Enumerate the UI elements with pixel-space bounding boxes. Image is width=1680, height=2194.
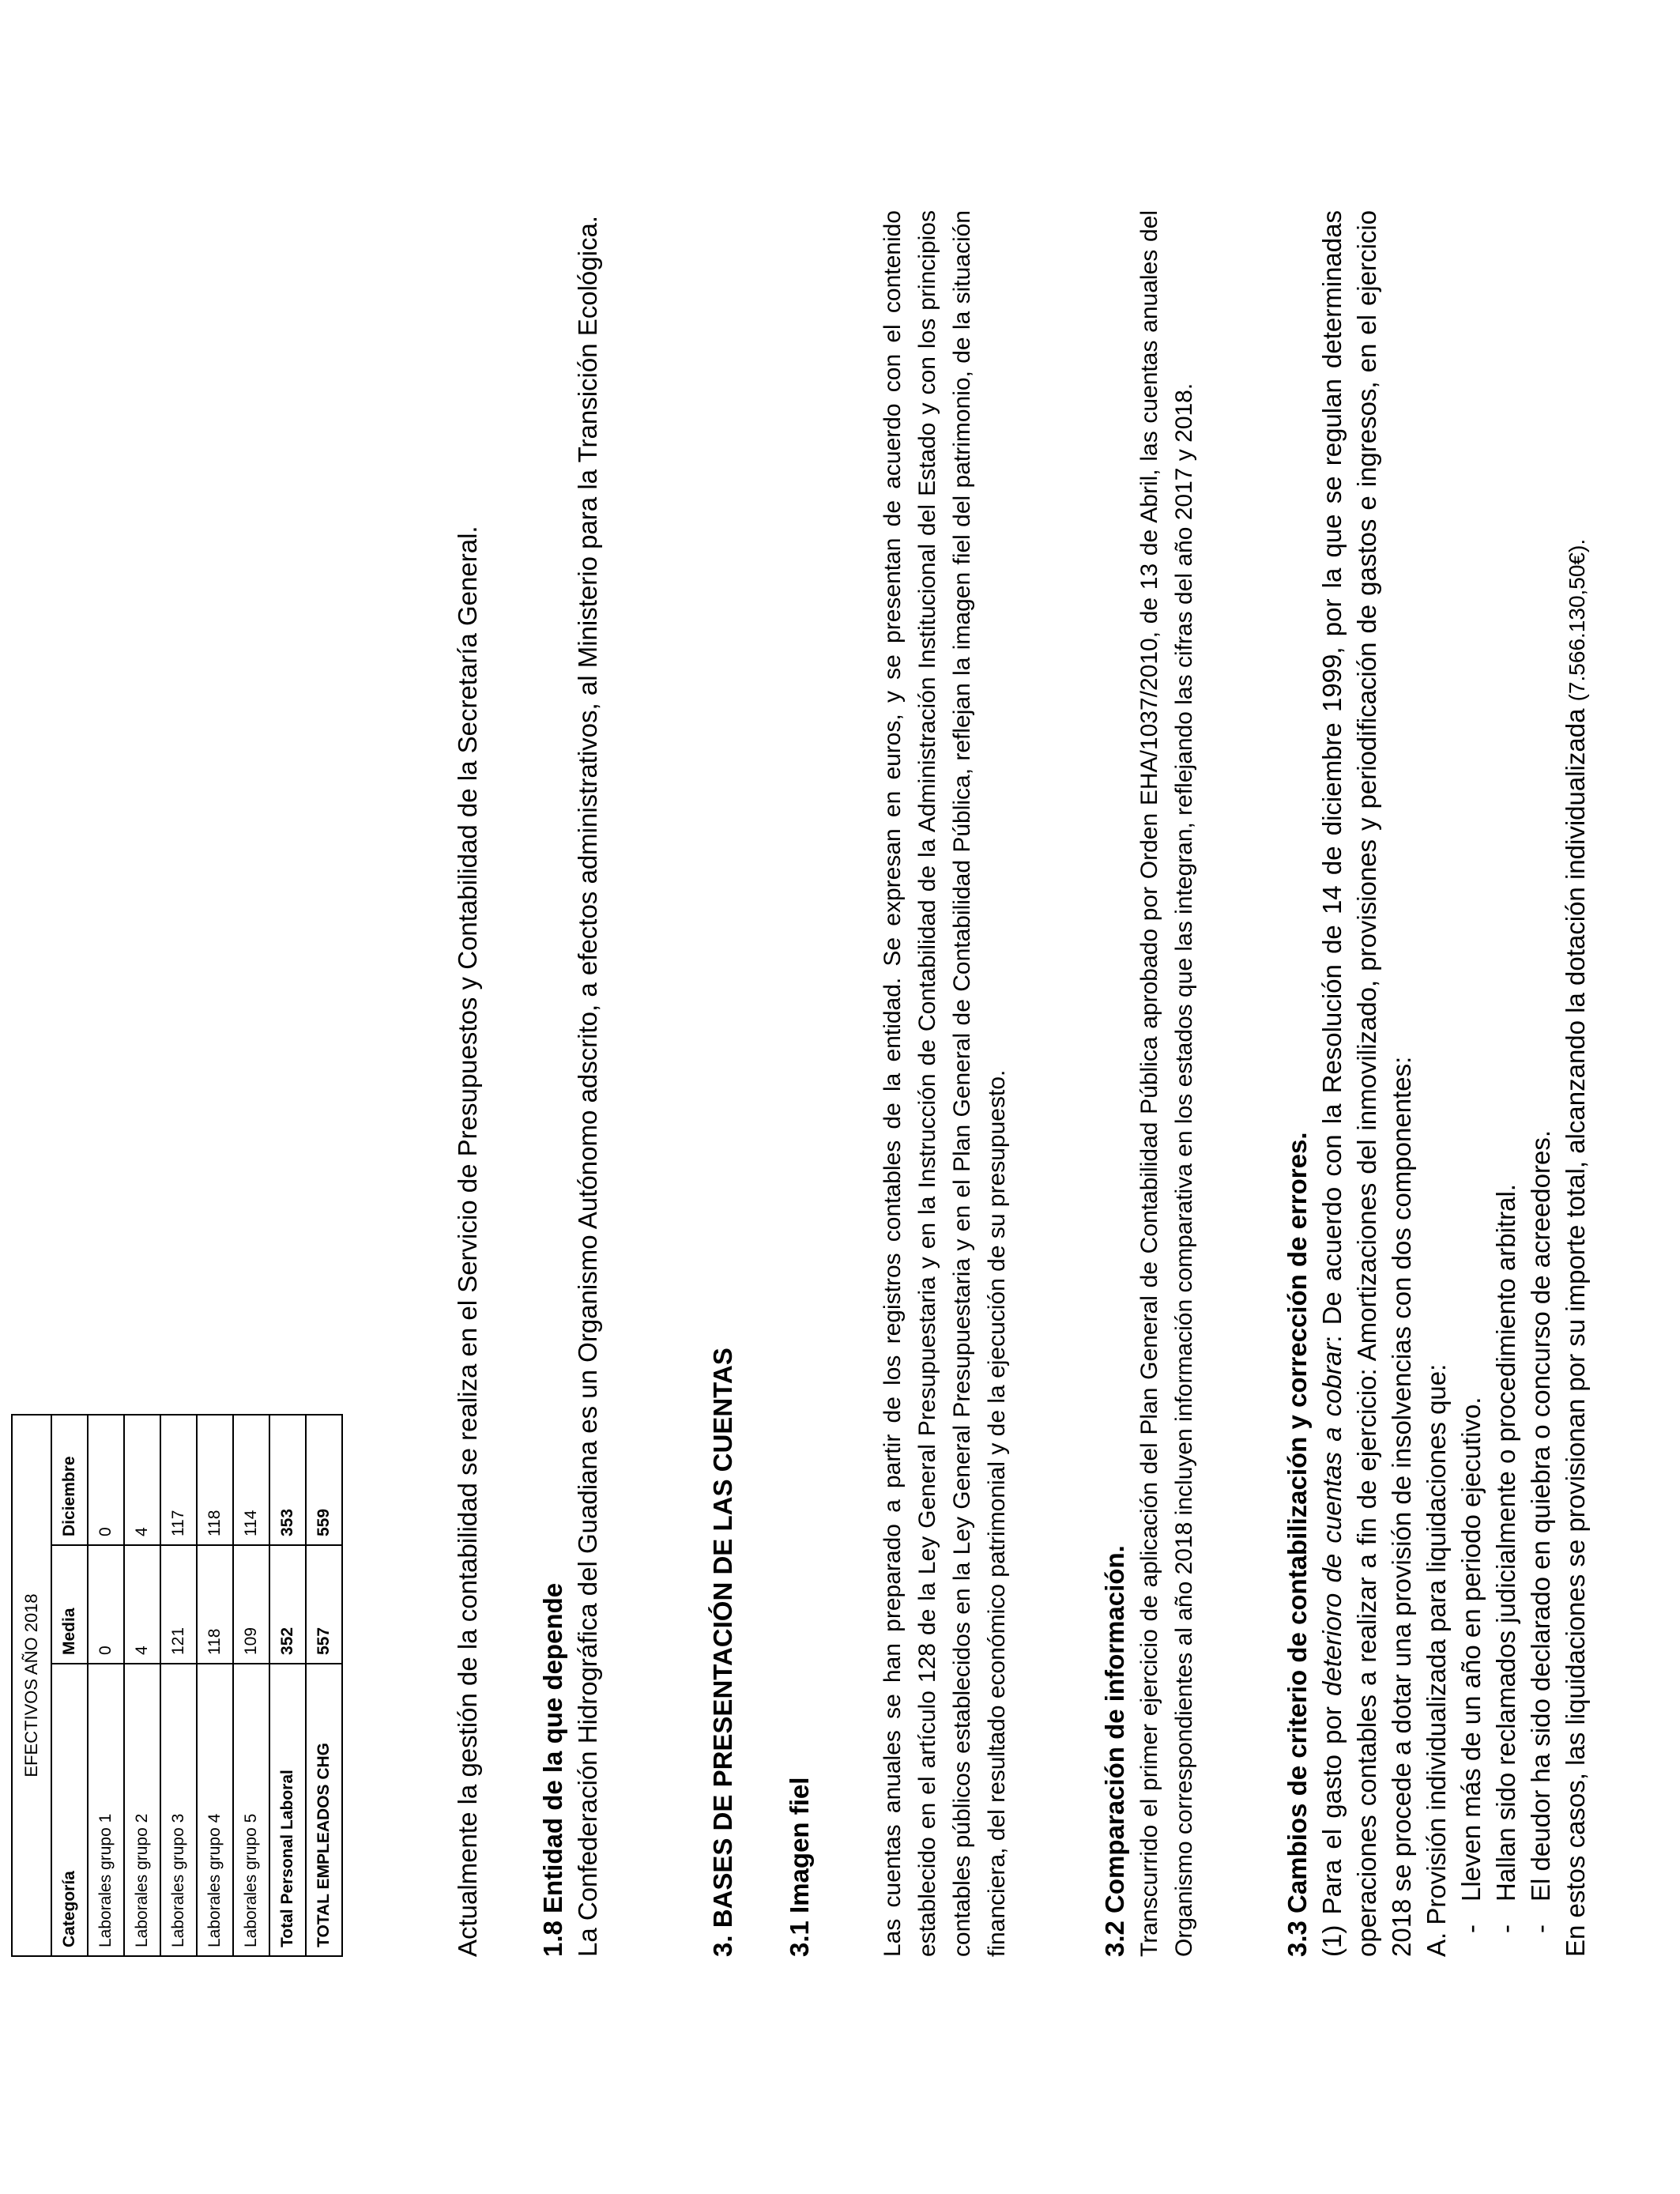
table-row (88, 1415, 124, 1956)
table-cell: 4 (124, 1415, 160, 1545)
table-cell: 352 (269, 1545, 306, 1664)
table-cell: 557 (306, 1545, 342, 1664)
table-cell: Laborales grupo 1 (88, 1664, 124, 1956)
section-3-3-title: 3.3 Cambios de criterio de contabilización y corrección de errores. (1283, 1132, 1312, 1957)
list-item (1454, 210, 1489, 1957)
table-caption: EFECTIVOS AÑO 2018 (12, 1415, 51, 1956)
section-3-1-text: Las cuentas anuales se han preparado a partir de los registros contables de la entidad. Se expresan en euros, y se presentan de acuerdo con el contenido establecido en el artículo 128 de la Ley General Presupuestaria y en la Instrucción de Contabilidad de la Administración Institucional del Estado y con los principios contables públicos establecidos en la Ley General Presupuestaria y en el Plan General de Contabilidad Pública, reflejan la imagen fiel del patrimonio, de la situación financiera, del resultado económico patrimonial y de la ejecución de su presupuesto. (880, 210, 1010, 1957)
section-3-2-text: Transcurrido el primer ejercicio de aplicación del Plan General de Contabilidad Pública aprobado por Orden EHA/1037/2010, de 13 de Abril, las cuentas anuales del Organismo correspondientes al año 2018 incluyen información comparativa en los estados que las integran, reflejando las cifras del año 2017 y 2018. (1136, 210, 1197, 1957)
table-cell: 0 (88, 1545, 124, 1664)
list-item-text: Hallan sido reclamados judicialmente o procedimiento arbitral. (1491, 1184, 1520, 1902)
efectivos-table (11, 1414, 343, 1957)
table-cell: Laborales grupo 3 (160, 1664, 197, 1956)
table-row-total-empleados (306, 1415, 342, 1956)
table-cell: 4 (124, 1545, 160, 1664)
dash-marker: - (1456, 1924, 1486, 1933)
table-cell: 0 (88, 1415, 124, 1545)
section-1-8 (536, 210, 605, 1957)
table-cell: 118 (197, 1415, 233, 1545)
table-row (197, 1415, 233, 1956)
column-header-media: Media (51, 1545, 88, 1664)
provision-line: A. Provisión individualizada para liquidaciones que: (1422, 1363, 1451, 1957)
dash-marker: - (1491, 1924, 1520, 1933)
final-amount: (7.566.130,50€). (1565, 538, 1589, 702)
section-1-8-title: 1.8 Entidad de la que depende (538, 1582, 567, 1957)
list-item-text: Lleven más de un año en periodo ejecutivo. (1456, 1397, 1486, 1902)
table-cell: Total Personal Laboral (269, 1664, 306, 1956)
dash-marker: - (1526, 1924, 1555, 1933)
section-3-title: 3. BASES DE PRESENTACIÓN DE LAS CUENTAS (708, 1348, 737, 1957)
table-cell: 121 (160, 1545, 197, 1664)
section-3-2 (1098, 210, 1202, 1957)
list-item-text: El deudor ha sido declarado en quiebra o concurso de acreedores. (1526, 1130, 1555, 1902)
final-line (1558, 210, 1595, 1957)
table-cell: 117 (160, 1415, 197, 1545)
list-item (1524, 210, 1558, 1957)
table-header-row (51, 1415, 88, 1956)
table-cell: 559 (306, 1415, 342, 1545)
intro-paragraph: Actualmente la gestión de la contabilidad se realiza en el Servicio de Presupuestos y Contabilidad de la Secretaría General. (453, 526, 482, 1957)
paragraph-italic-term: deterioro de cuentas a cobrar (1317, 1342, 1347, 1696)
final-line-text: En estos casos, las liquidaciones se provisionan por su importe total, alcanzando la dotación individualizada (1561, 708, 1590, 1957)
table-row (160, 1415, 197, 1956)
table-cell: Laborales grupo 2 (124, 1664, 160, 1956)
section-3-3 (1280, 210, 1595, 1957)
table-cell: TOTAL EMPLEADOS CHG (306, 1664, 342, 1956)
paragraph-start: (1) Para el gasto por (1317, 1695, 1347, 1957)
column-header-categoria: Categoría (51, 1664, 88, 1956)
table-cell: 109 (233, 1545, 269, 1664)
paragraph-rest: : De acuerdo con la Resolución de 14 de diciembre 1999, por la que se regulan determinadas operaciones contables a realizar a fin de ejercicio: Amortizaciones del inmovilizado, provisiones y periodificación de gastos e ingresos, en el ejercicio 2018 se procede a dotar una provisión de insolvencias con dos componentes: (1317, 210, 1416, 1957)
section-3-3-paragraph (1315, 210, 1419, 1957)
table-caption-row (12, 1415, 51, 1956)
table-cell: Laborales grupo 4 (197, 1664, 233, 1956)
section-3-1-title: 3.1 Imagen fiel (785, 1777, 814, 1957)
table-cell: 118 (197, 1545, 233, 1664)
section-1-8-text: La Confederación Hidrográfica del Guadiana es un Organismo Autónomo adscrito, a efectos administrativos, al Ministerio para la Transición Ecológica. (573, 216, 602, 1957)
table-row (233, 1415, 269, 1956)
table-row (124, 1415, 160, 1956)
section-3-2-title: 3.2 Comparación de información. (1100, 1545, 1129, 1957)
column-header-diciembre: Diciembre (51, 1415, 88, 1545)
table-cell: 353 (269, 1415, 306, 1545)
table-cell: 114 (233, 1415, 269, 1545)
table-row-total-laboral (269, 1415, 306, 1956)
list-item (1489, 210, 1524, 1957)
table-cell: Laborales grupo 5 (233, 1664, 269, 1956)
